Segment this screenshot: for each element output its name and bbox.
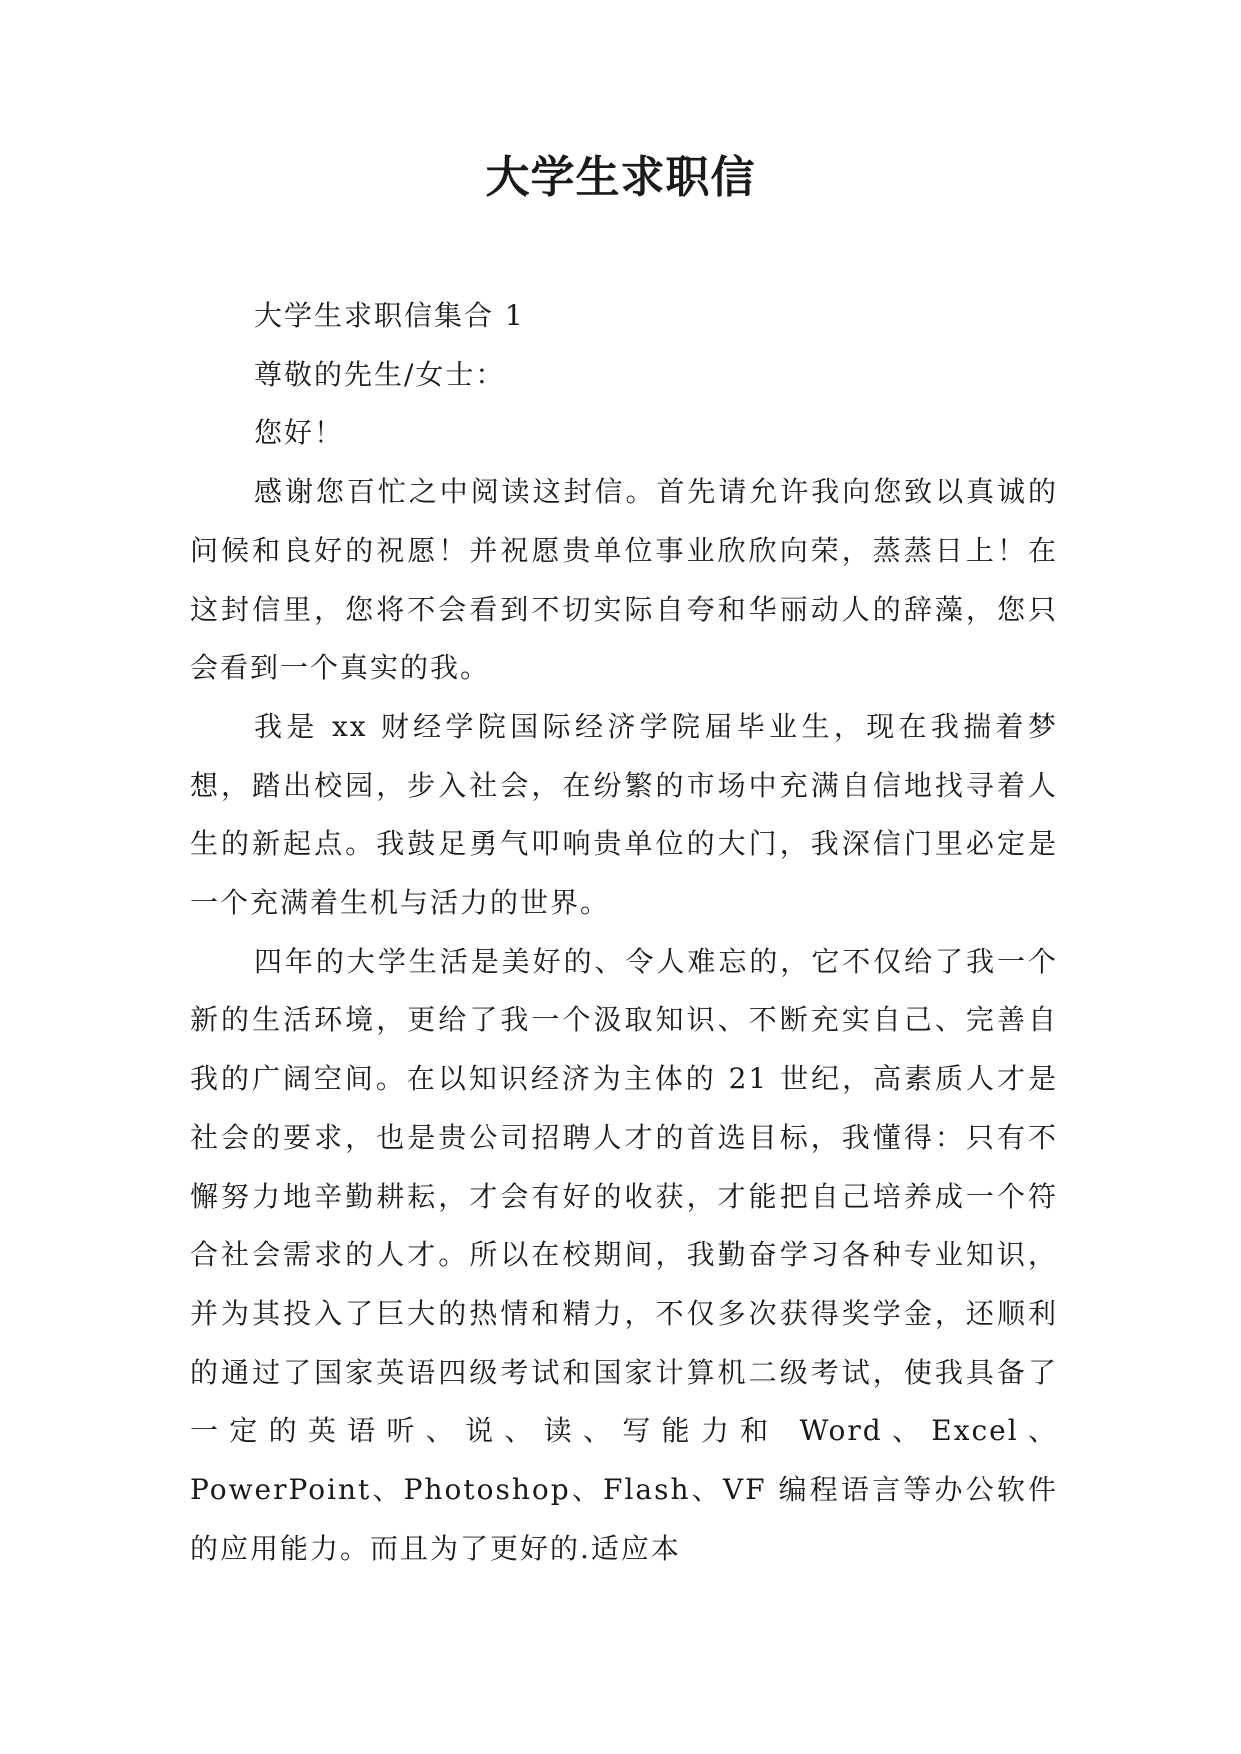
paragraph-3: 四年的大学生活是美好的、令人难忘的，它不仅给了我一个新的生活环境，更给了我一个汲取知识、不断充实自己、完善自我的广阔空间。在以知识经济为主体的 21 世纪，高素质人才是社会的要求，也是贵公司招聘人才的首选目标，我懂得：只有不懈努力地辛勤耕耘，才会有好的收获，才能把自己培养成一个符合社会需求的人才。所以在校期间，我勤奋学习各种专业知识，并为其投入了巨大的热情和精力，不仅多次获得奖学金，还顺利的通过了国家英语四级考试和国家计算机二级考试，使我具备了一定的英语听、说、读、写能力和 Word、Excel、PowerPoint、Photoshop、Flash、VF 编程语言等办公软件的应用能力。而且为了更好的.适应本 bbox=[190, 944, 1058, 1565]
paragraph-2: 我是 xx 财经学院国际经济学院届毕业生，现在我揣着梦想，踏出校园，步入社会，在纷繁的市场中充满自信地找寻着人生的新起点。我鼓足勇气叩响贵单位的大门，我深信门里必定是一个充满着生机与活力的世界。 bbox=[190, 709, 1058, 920]
salutation: 尊敬的先生/女士： bbox=[254, 357, 506, 391]
greeting: 您好！ bbox=[254, 416, 345, 450]
paragraph-1: 感谢您百忙之中阅读这封信。首先请允许我向您致以真诚的问候和良好的祝愿！并祝愿贵单位事业欣欣向荣，蒸蒸日上！在这封信里，您将不会看到不切实际自夸和华丽动人的辞藻，您只会看到一个真实的我。 bbox=[190, 475, 1058, 685]
document-body bbox=[190, 287, 1058, 1578]
document-title: 大学生求职信 bbox=[485, 152, 756, 203]
document-heading: 大学生求职信集合 1 bbox=[254, 299, 525, 332]
